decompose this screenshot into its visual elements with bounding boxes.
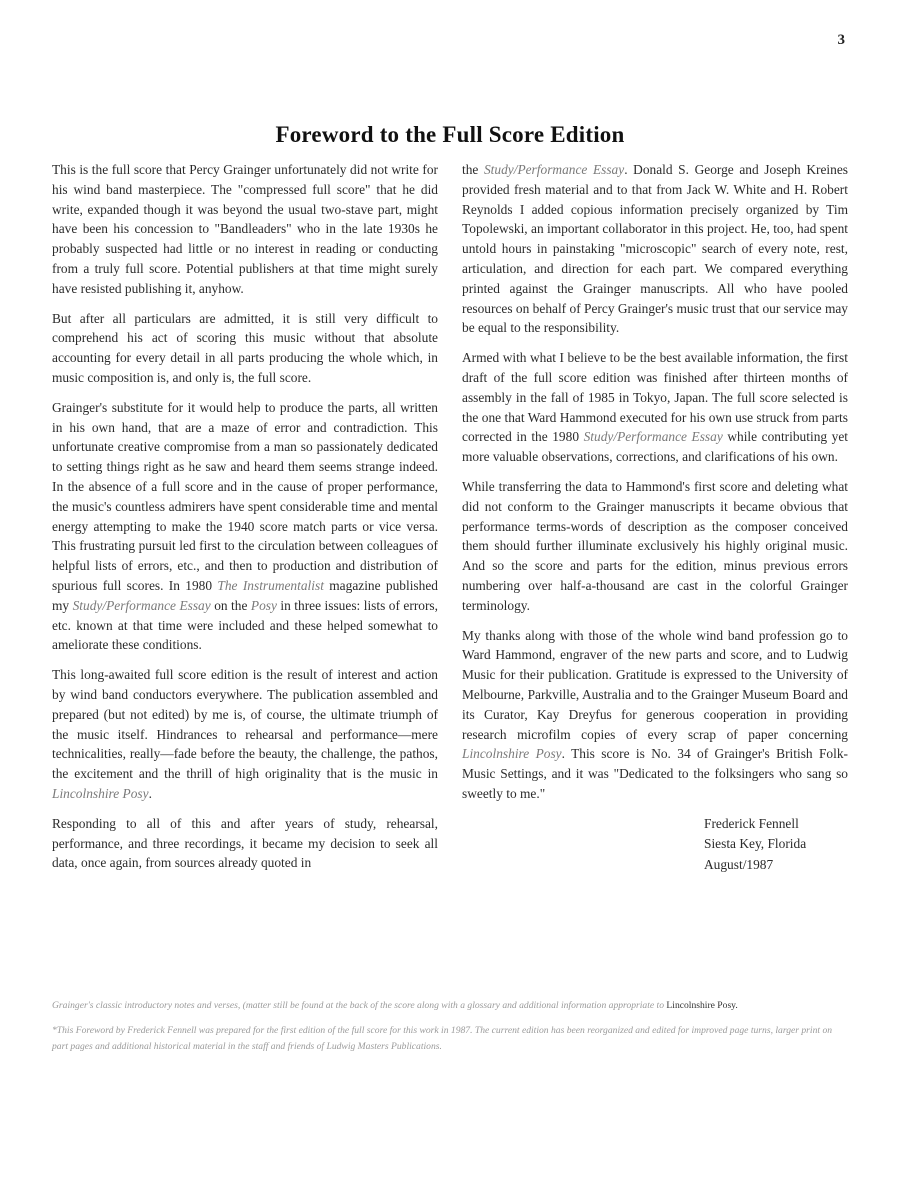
italic-title: Lincolnshire Posy bbox=[462, 746, 562, 762]
text-run: Responding to all of this and after years of study, rehearsal, performance, and three recordings, it became my decision to seek all data, once again, from sources already quoted in bbox=[52, 815, 438, 871]
page-number: 3 bbox=[837, 32, 845, 48]
italic-title: Study/Performance Essay bbox=[72, 597, 211, 613]
paragraph bbox=[52, 160, 438, 299]
text-run: the bbox=[462, 162, 479, 177]
paragraph bbox=[462, 160, 848, 338]
text-run: . Donald S. George and Joseph Kreines provided fresh material and to that from Jack W. White and H. Robert Reynolds I added copious information precisely organized by Tim Topolewski, an important collaborator in this project. He, too, had spent untold hours in painstaking "microscopic" search of every note, rest, articulation, and direction for each part. We compared everything printed against the Grainger manuscripts. All who have pooled resources on behalf of Percy Grainger's music trust that our service may be equal to the responsibility. bbox=[462, 162, 848, 336]
page-title: Foreword to the Full Score Edition bbox=[275, 122, 625, 147]
signature-place: Siesta Key, Florida bbox=[704, 836, 807, 852]
text-run: Lincolnshire Posy. bbox=[666, 1000, 738, 1011]
italic-title: Lincolnshire Posy bbox=[52, 785, 149, 801]
paragraph bbox=[52, 814, 438, 873]
right-column bbox=[462, 160, 848, 875]
text-run: . This score is No. 34 of Grainger's British Folk-Music Settings, and it was "Dedicated to the folksingers who sang so sweetly to me." bbox=[462, 746, 848, 801]
italic-title: The Instrumentalist bbox=[217, 577, 324, 593]
italic-title: Study/Performance Essay bbox=[583, 429, 723, 445]
footnote bbox=[52, 998, 850, 1014]
text-run: in three issues: lists of errors, etc. known at that time were included and these helped somewhat to ameliorate these conditions. bbox=[52, 597, 438, 653]
text-run: But after all particulars are admitted, it is still very difficult to comprehend his act of scoring this music without that absolute accounting for every detail in all parts producing the whole which, in music composition is, and only is, the full score. bbox=[52, 310, 438, 385]
paragraph bbox=[462, 348, 848, 467]
text-run: Armed with what I believe to be the best available information, the first draft of the full score edition was finished after thirteen months of assembly in the fall of 1985 in Tokyo, Japan. The full score selected is the one that Ward Hammond executed for his own use struck from parts corrected in the 1980 bbox=[462, 350, 848, 445]
text-run: This is the full score that Percy Grainger unfortunately did not write for his wind band masterpiece. The "compressed full score" that he did write, expanded though it was beyond the usual two-stave part, might have been his concession to "Bandleaders" who in the late 1930s he probably suspected had little or no interest in reading or conducting from a truly full score. Potential publishers at that time might surely have resisted publishing it, anyhow. bbox=[52, 162, 438, 296]
text-run: Grainger's substitute for it would help to produce the parts, all written in his own hand, that are a maze of error and contradiction. This unfortunate creative compromise from a man so passionately dedicated to setting things right as he saw and heard them seems strange indeed. In the absence of a full score and in the cause of proper performance, the music's countless admirers have spent considerable time and mental energy attempting to make the 1940 score match parts or vice versa. This frustrating pursuit led first to the circulation between colleagues of helpful lists of errors, etc., and then to production and distribution of spurious full scores. In 1980 bbox=[52, 399, 438, 593]
text-run: magazine published my bbox=[52, 577, 438, 613]
left-column bbox=[52, 160, 438, 883]
italic-title: Posy bbox=[250, 597, 277, 613]
footnote bbox=[52, 1023, 850, 1055]
text-run: This long-awaited full score edition is the result of interest and action by wind band conductors everywhere. The publication assembled and prepared (but not edited) by me is, of course, the ultimate triumph of the music itself. Hindrances to rehearsal and performance—mere technicalities, really—fade before the beauty, the challenge, the pathos, the excitement and the thrill of high originality that is the music in bbox=[52, 667, 438, 782]
signature-name: Frederick Fennell bbox=[704, 815, 799, 831]
text-run: while contributing yet more valuable observations, corrections, and clarifications of his own. bbox=[462, 429, 848, 465]
paragraph bbox=[52, 309, 438, 388]
text-run: *This Foreword by Frederick Fennell was prepared for the first edition of the full score for this work in 1987. The current edition has been reorganized and edited for improved page turns, larger print on part pages and additional historical material in the staff and friends of Ludwig Masters Publications. bbox=[52, 1025, 833, 1052]
text-run: on the bbox=[214, 597, 248, 613]
signature-block bbox=[704, 814, 848, 876]
footnotes bbox=[52, 998, 850, 1064]
paragraph bbox=[462, 477, 848, 616]
paragraph: This long-awaited full score edition is the result of interest and action by wind band conductors everywhere. The publication assembled and prepared (but not edited) by me is, of course, the ultimate triumph of the music itself. Hindrances to rehearsal and performance—mere technicalities, really—fade before the beauty, the challenge, the pathos, the excitement and the thrill of high originality that is the music in Lincolnshire Posy. bbox=[52, 667, 438, 801]
paragraph bbox=[52, 398, 438, 655]
signature-date: August/1987 bbox=[704, 856, 774, 872]
paragraph bbox=[462, 626, 848, 804]
italic-title: Study/Performance Essay bbox=[483, 162, 625, 177]
text-run: While transferring the data to Hammond's first score and deleting what did not conform to the Grainger manuscripts it became obvious that performance terms-words of description as the composer conceived them should further illuminate exclusively his highly original music. And so the score and parts for the edition, minus previous errors numbering over half-a-thousand are cast in the colorful Grainger terminology. bbox=[462, 478, 848, 613]
text-run: Grainger's classic introductory notes and verses, (matter still be found at the back of the score along with a glossary and additional information appropriate to bbox=[52, 1000, 665, 1011]
text-run: My thanks along with those of the whole wind band profession go to Ward Hammond, engraver of the new parts and score, and to Ludwig Music for their publication. Gratitude is expressed to the University of Melbourne, Parkville, Australia and to the Grainger Museum Board and its Curator, Kay Dreyfus for generous cooperation in providing research microfilm copies of every scrap of paper concerning bbox=[462, 627, 848, 742]
